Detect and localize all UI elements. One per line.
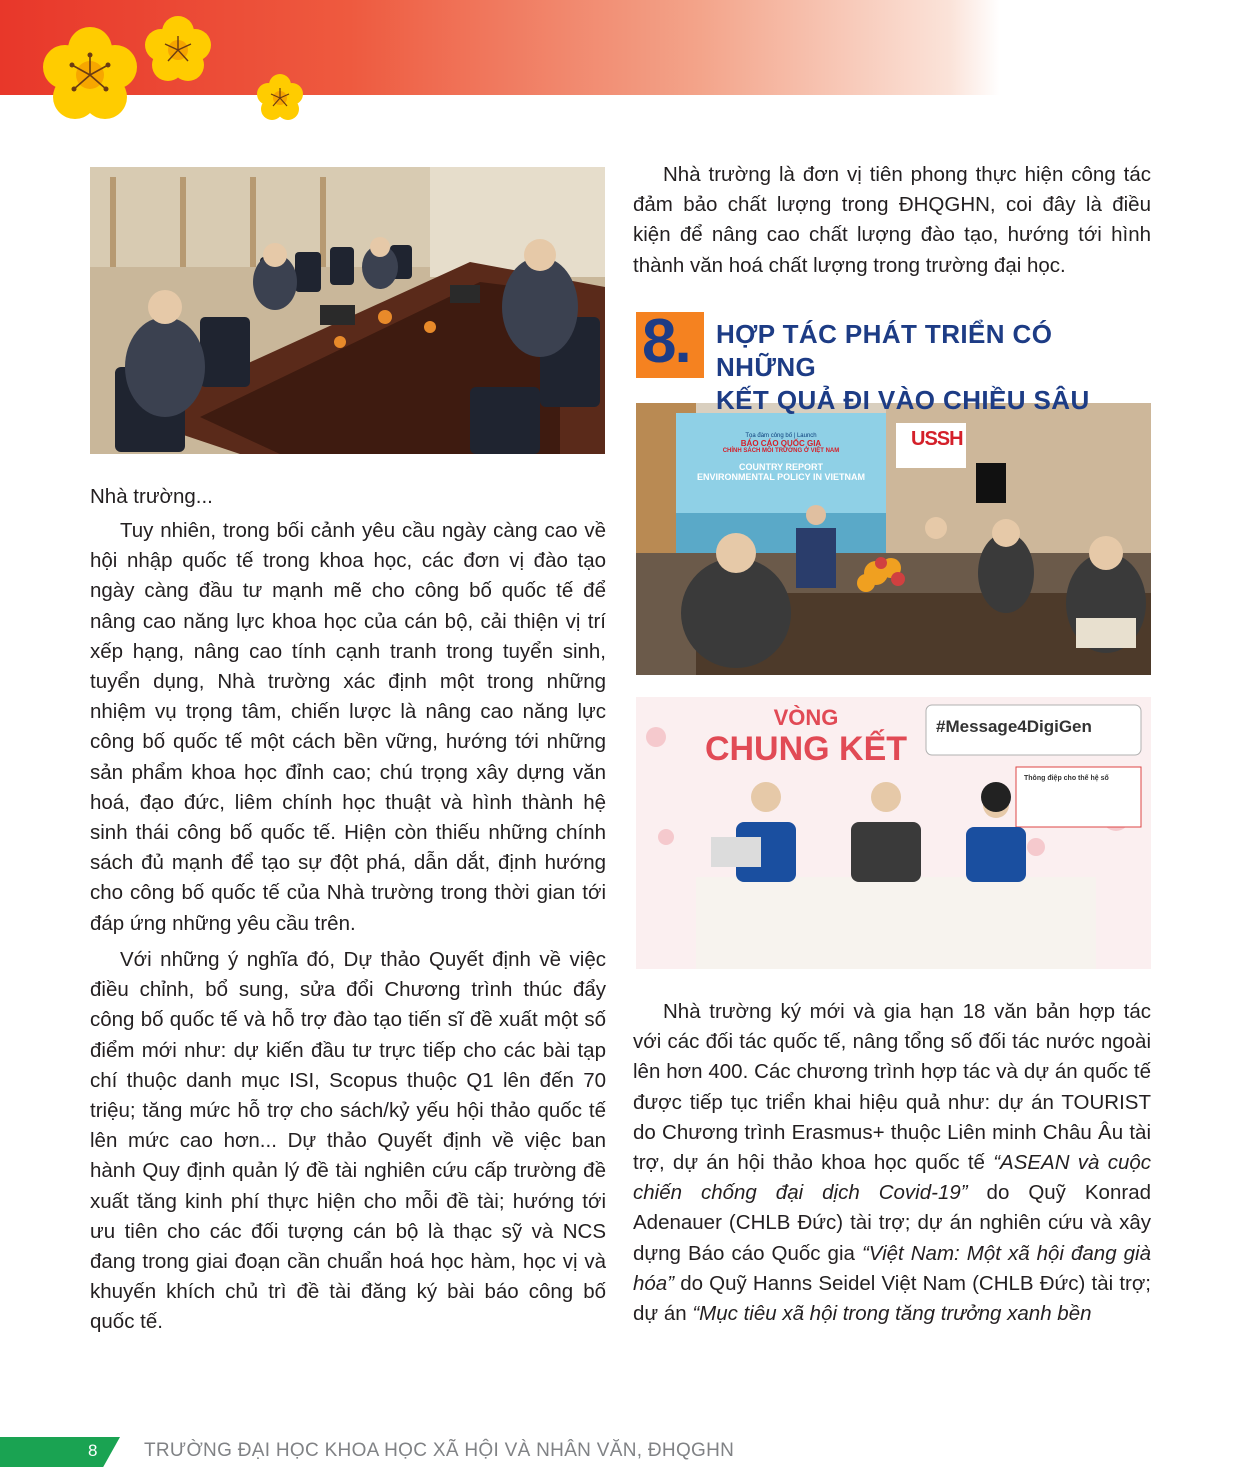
final-banner-line1: VÒNG <box>773 705 839 730</box>
section-number-badge <box>636 307 704 378</box>
italic-title-green-growth: “Mục tiêu xã hội trong tăng trưởng xanh bền <box>692 1302 1092 1326</box>
text-run: do Quỹ Konrad Adenauer (CHLB Đức) tài trợ; dự án nghiên cứu và xây dựng Báo cáo Quốc gia <box>633 1181 1151 1265</box>
italic-title-asean: “ASEAN và cuộc chiến chống đại dịch Covid-19” <box>633 1151 1151 1205</box>
final-tagline: Thông điệp cho thế hệ số <box>1024 775 1109 782</box>
meeting-room-photo <box>90 167 605 454</box>
ussh-logo: USSH <box>911 428 963 450</box>
launch-banner <box>681 433 881 482</box>
italic-title-aging: “Việt Nam: Một xã hội đang già hóa” <box>633 1241 1151 1295</box>
final-banner-line2: CHUNG KẾT <box>704 730 908 768</box>
blossom-flower-medium <box>145 16 211 81</box>
text-run: do Quỹ Hanns Seidel Việt Nam (CHLB Đức) tài trợ; dự án <box>633 1271 1151 1326</box>
section-number: 8. <box>642 307 690 376</box>
banner-line-policy-en: ENVIRONMENTAL POLICY IN VIETNAM <box>696 472 865 482</box>
page-number: 8 <box>88 1441 98 1460</box>
blossom-flower-small <box>257 74 303 120</box>
banner-line-report-vn: BÁO CÁO QUỐC GIA <box>740 439 822 448</box>
right-paragraph-top: Nhà trường là đơn vị tiên phong thực hiện công tác đảm bảo chất lượng trong ĐHQGHN, coi đây là điều kiện để nâng cao chất lượng đào tạo, hướng tới hình thành văn hoá chất lượng trong trường đại học. <box>633 163 1151 277</box>
banner-line-report-en: COUNTRY REPORT <box>738 462 823 472</box>
banner-line-launch: Tọa đàm công bố | Launch <box>745 433 817 439</box>
left-paragraph-2: Với những ý nghĩa đó, Dự thảo Quyết định về việc điều chỉnh, bổ sung, sửa đổi Chương trình thúc đẩy công bố quốc tế và hỗ trợ đào tạo tiến sĩ đề xuất một số điểm mới như: dự kiến đầu tư trực tiếp cho các bài tạp chí thuộc danh mục ISI, Scopus thuộc Q1 lên đến 70 triệu; tăng mức hỗ trợ cho sách/kỷ yếu hội thảo quốc tế lên mức cao hơn... Dự thảo Quyết định về việc ban hành Quy định quản lý đề tài nghiên cứu cấp trường đề xuất tăng kinh phí thực hiện cho mỗi đề tài; hướng tới ưu tiên cho các đối tượng cán bộ là thạc sỹ và NCS đang trong giai đoạn cần chuẩn hoá học hàm, học vị và khuyến khích chủ trì đề tài đăng ký bài báo công bố quốc tế. <box>90 948 606 1334</box>
footer-page-tab <box>0 1437 120 1467</box>
banner-line-policy-vn: CHÍNH SÁCH MÔI TRƯỜNG Ở VIỆT NAM <box>722 448 840 454</box>
section-title <box>716 318 1156 417</box>
final-banner-title <box>676 705 936 767</box>
left-paragraph-1: Tuy nhiên, trong bối cảnh yêu cầu ngày càng cao về hội nhập quốc tế trong khoa học, các đơn vị đào tạo ngày càng đầu tư mạnh mẽ cho công bố quốc tế để nâng cao năng lực khoa học của cán bộ, cải thiện vị trí xếp hạng, nâng cao tính cạnh tranh trong tuyển sinh, tuyển dụng, Nhà trường xác định một trong những nhiệm vụ trọng tâm, chiến lược là nâng cao năng lực công bố quốc tế một cách bền vững, hướng tới những sản phẩm khoa học đỉnh cao; chú trọng xây dựng văn hoá, đạo đức, liêm chính học thuật và hình thành hệ sinh thái công bố quốc tế. Hiện còn thiếu những chính sách đủ mạnh để tạo sự đột phá, dẫn dắt, định hướng cho công bố quốc tế của Nhà trường trong thời gian tới đáp ứng những yêu cầu trên. <box>90 519 606 935</box>
section-title-line1: HỢP TÁC PHÁT TRIỂN CÓ NHỮNG <box>716 319 1053 382</box>
section-title-line2: KẾT QUẢ ĐI VÀO CHIỀU SÂU <box>716 385 1090 415</box>
apricot-blossom-decoration <box>30 10 330 135</box>
blossom-flower-large <box>43 27 137 119</box>
lead-text: Nhà trường... <box>90 485 213 508</box>
footer-title: TRƯỜNG ĐẠI HỌC KHOA HỌC XÃ HỘI VÀ NHÂN VĂN, ĐHQGHN <box>144 1440 735 1461</box>
text-run: Nhà trường ký mới và gia hạn 18 văn bản hợp tác với các đối tác quốc tế, nâng tổng số đối tác nước ngoài lên hơn 400. Các chương trình hợp tác và dự án quốc tế được tiếp tục triển khai hiệu quả như: dự án TOURIST do Chương trình Erasmus+ thuộc Liên minh Châu Âu tài trợ, dự án hội thảo khoa học quốc tế <box>633 1000 1151 1175</box>
final-round-photo <box>636 697 1151 969</box>
final-hashtag: #Message4DigiGen <box>936 717 1092 736</box>
right-paragraph-bottom <box>633 997 1151 1329</box>
launch-event-photo <box>636 403 1151 675</box>
